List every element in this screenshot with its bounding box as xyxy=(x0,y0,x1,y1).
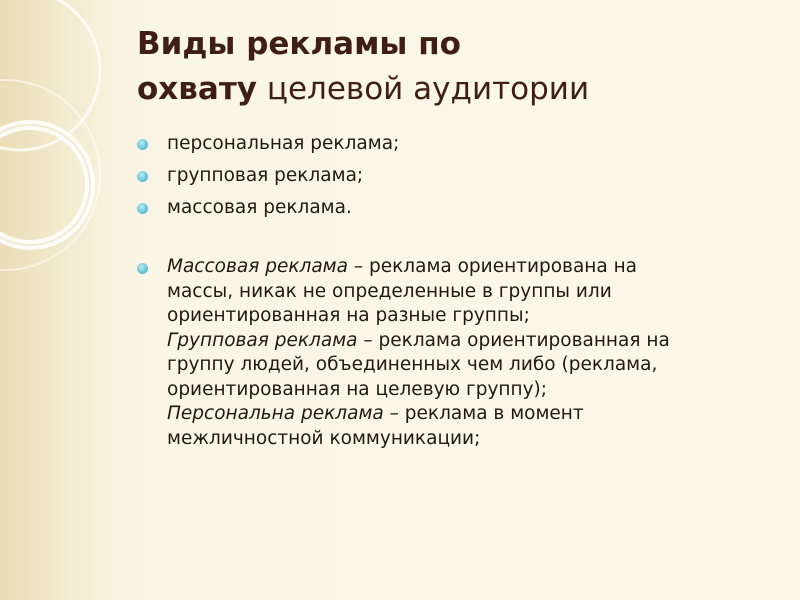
bullet-icon xyxy=(137,263,148,274)
bullet-icon xyxy=(137,203,148,214)
list-item: персональная реклама; xyxy=(134,128,774,160)
slide-title xyxy=(137,22,777,112)
definition-line: группу людей, объединенных чем либо (реклама, xyxy=(167,354,658,375)
definition-line: Персональна реклама – реклама в момент xyxy=(167,403,584,424)
definition-line: межличностной коммуникации; xyxy=(167,427,481,449)
definitions-paragraph xyxy=(134,255,800,451)
bullet-icon xyxy=(137,171,148,182)
definition-line: Массовая реклама – реклама ориентирована на xyxy=(167,256,638,277)
title-line-1: Виды рекламы по xyxy=(137,26,461,62)
definition-line: ориентированная на разные группы; xyxy=(167,305,530,326)
definition-line: Групповая реклама – реклама ориентированная на xyxy=(167,329,670,351)
list-item: массовая реклама. xyxy=(134,192,774,224)
definition-line: массы, никак не определенные в группы или xyxy=(167,280,612,302)
bullet-icon xyxy=(137,139,148,150)
bullet-list xyxy=(134,128,774,224)
definition-line: ориентированная на целевую группу); xyxy=(167,378,547,400)
list-item: групповая реклама; xyxy=(134,160,774,192)
title-line-2: охвату целевой аудитории xyxy=(137,71,590,107)
